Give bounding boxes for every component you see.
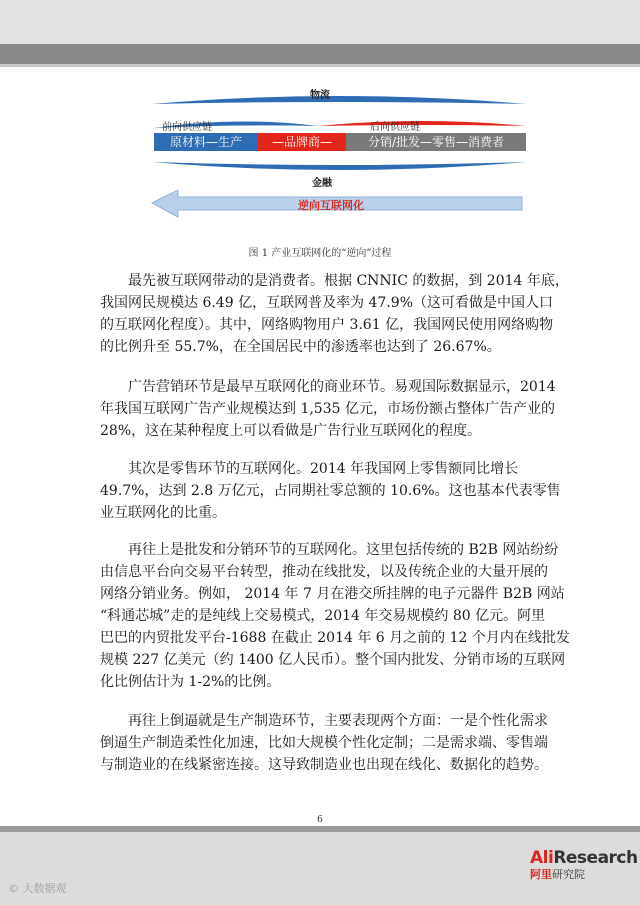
logistics-label: 物流 <box>310 90 330 101</box>
logo-cn-brand: 阿里 <box>530 868 552 881</box>
text-line: 由信息平台向交易平台转型，推动在线批发，以及传统企业的大量开展的 <box>100 564 548 580</box>
header-band <box>0 0 640 44</box>
forward-chain-label: 前向供应链 <box>162 122 212 133</box>
reverse-arrow-label: 逆向互联网化 <box>298 199 364 212</box>
text-line: 最先被互联网带动的是消费者。根据 CNNIC 的数据，到 2014 年底， <box>128 273 569 289</box>
supply-chain-diagram <box>150 80 530 240</box>
paragraph-advertising <box>100 376 592 442</box>
text-line: 49.7%，达到 2.8 万亿元，占同期社零总额的 10.6%。这也基本代表零售 <box>100 483 561 499</box>
text-line: “科通芯城”走的是纯线上交易模式，2014 年交易规模约 80 亿元。阿里 <box>100 608 546 624</box>
backward-chain-label: 后向供应链 <box>370 122 420 133</box>
diagram-shapes <box>150 80 530 240</box>
paragraph-wholesale <box>100 539 592 693</box>
paragraph-consumers <box>100 270 592 358</box>
text-line: 其次是零售环节的互联网化。2014 年我国网上零售额同比增长 <box>128 461 519 477</box>
backward-chain-arc <box>318 121 526 126</box>
text-line: 与制造业的在线紧密连接。这导致制造业也出现在线化、数据化的趋势。 <box>100 757 548 773</box>
header-rule <box>0 44 640 64</box>
text-line: 28%，这在某种程度上可以看做是广告行业互联网化的程度。 <box>100 423 482 439</box>
stage-brand: —品牌商— <box>258 133 346 151</box>
header-rule-inner <box>0 64 640 67</box>
stage-retail: 分销/批发—零售—消费者 <box>346 133 526 151</box>
text-line: 网络分销业务。例如， 2014 年 7 月在港交所挂牌的电子元器件 B2B 网站 <box>100 586 565 602</box>
text-line: 我国网民规模达 6.49 亿，互联网普及率为 47.9%（这可看做是中国人口 <box>100 295 553 311</box>
logo-ali: Ali <box>530 848 554 868</box>
text-line: 规模 227 亿美元（约 1400 亿人民币）。整个国内批发、分销市场的互联网 <box>100 652 566 668</box>
logo-research: Research <box>553 848 638 868</box>
finance-label: 金融 <box>312 178 332 189</box>
text-line: 年我国互联网广告产业规模达到 1,535 亿元，市场份额占整体广告产业的 <box>100 401 555 417</box>
page-number: 6 <box>317 815 323 825</box>
logo-cn-institute: 研究院 <box>552 868 585 881</box>
text-line: 再往上倒逼就是生产制造环节，主要表现两个方面：一是个性化需求 <box>128 713 548 729</box>
paragraph-retail <box>100 458 592 524</box>
text-line: 的互联网化程度）。其中，网络购物用户 3.61 亿，我国网民使用网络购物 <box>100 317 554 333</box>
aliresearch-logo <box>530 848 640 882</box>
text-line: 倒逼生产制造柔性化加速，比如大规模个性化定制；二是需求端、零售端 <box>100 735 548 751</box>
paragraph-manufacturing <box>100 710 592 776</box>
watermark: © 大数据观 <box>8 882 67 895</box>
text-line: 化比例估计为 1-2%的比例。 <box>100 674 281 690</box>
text-line: 巴巴的内贸批发平台-1688 在截止 2014 年 6 月之前的 12 个月内在线批发 <box>100 630 570 646</box>
logistics-arc <box>152 96 526 104</box>
text-line: 广告营销环节是最早互联网化的商业环节。易观国际数据显示，2014 <box>128 379 556 395</box>
text-line: 业互联网化的比重。 <box>100 505 226 521</box>
text-line: 的比例升至 55.7%，在全国居民中的渗透率也达到了 26.67%。 <box>100 339 501 355</box>
text-line: 再往上是批发和分销环节的互联网化。这里包括传统的 B2B 网站纷纷 <box>128 542 559 558</box>
stage-raw-material: 原材料—生产 <box>154 133 258 151</box>
finance-arc <box>152 162 526 170</box>
figure-caption: 图 1 产业互联网化的“逆向”过程 <box>248 248 392 259</box>
